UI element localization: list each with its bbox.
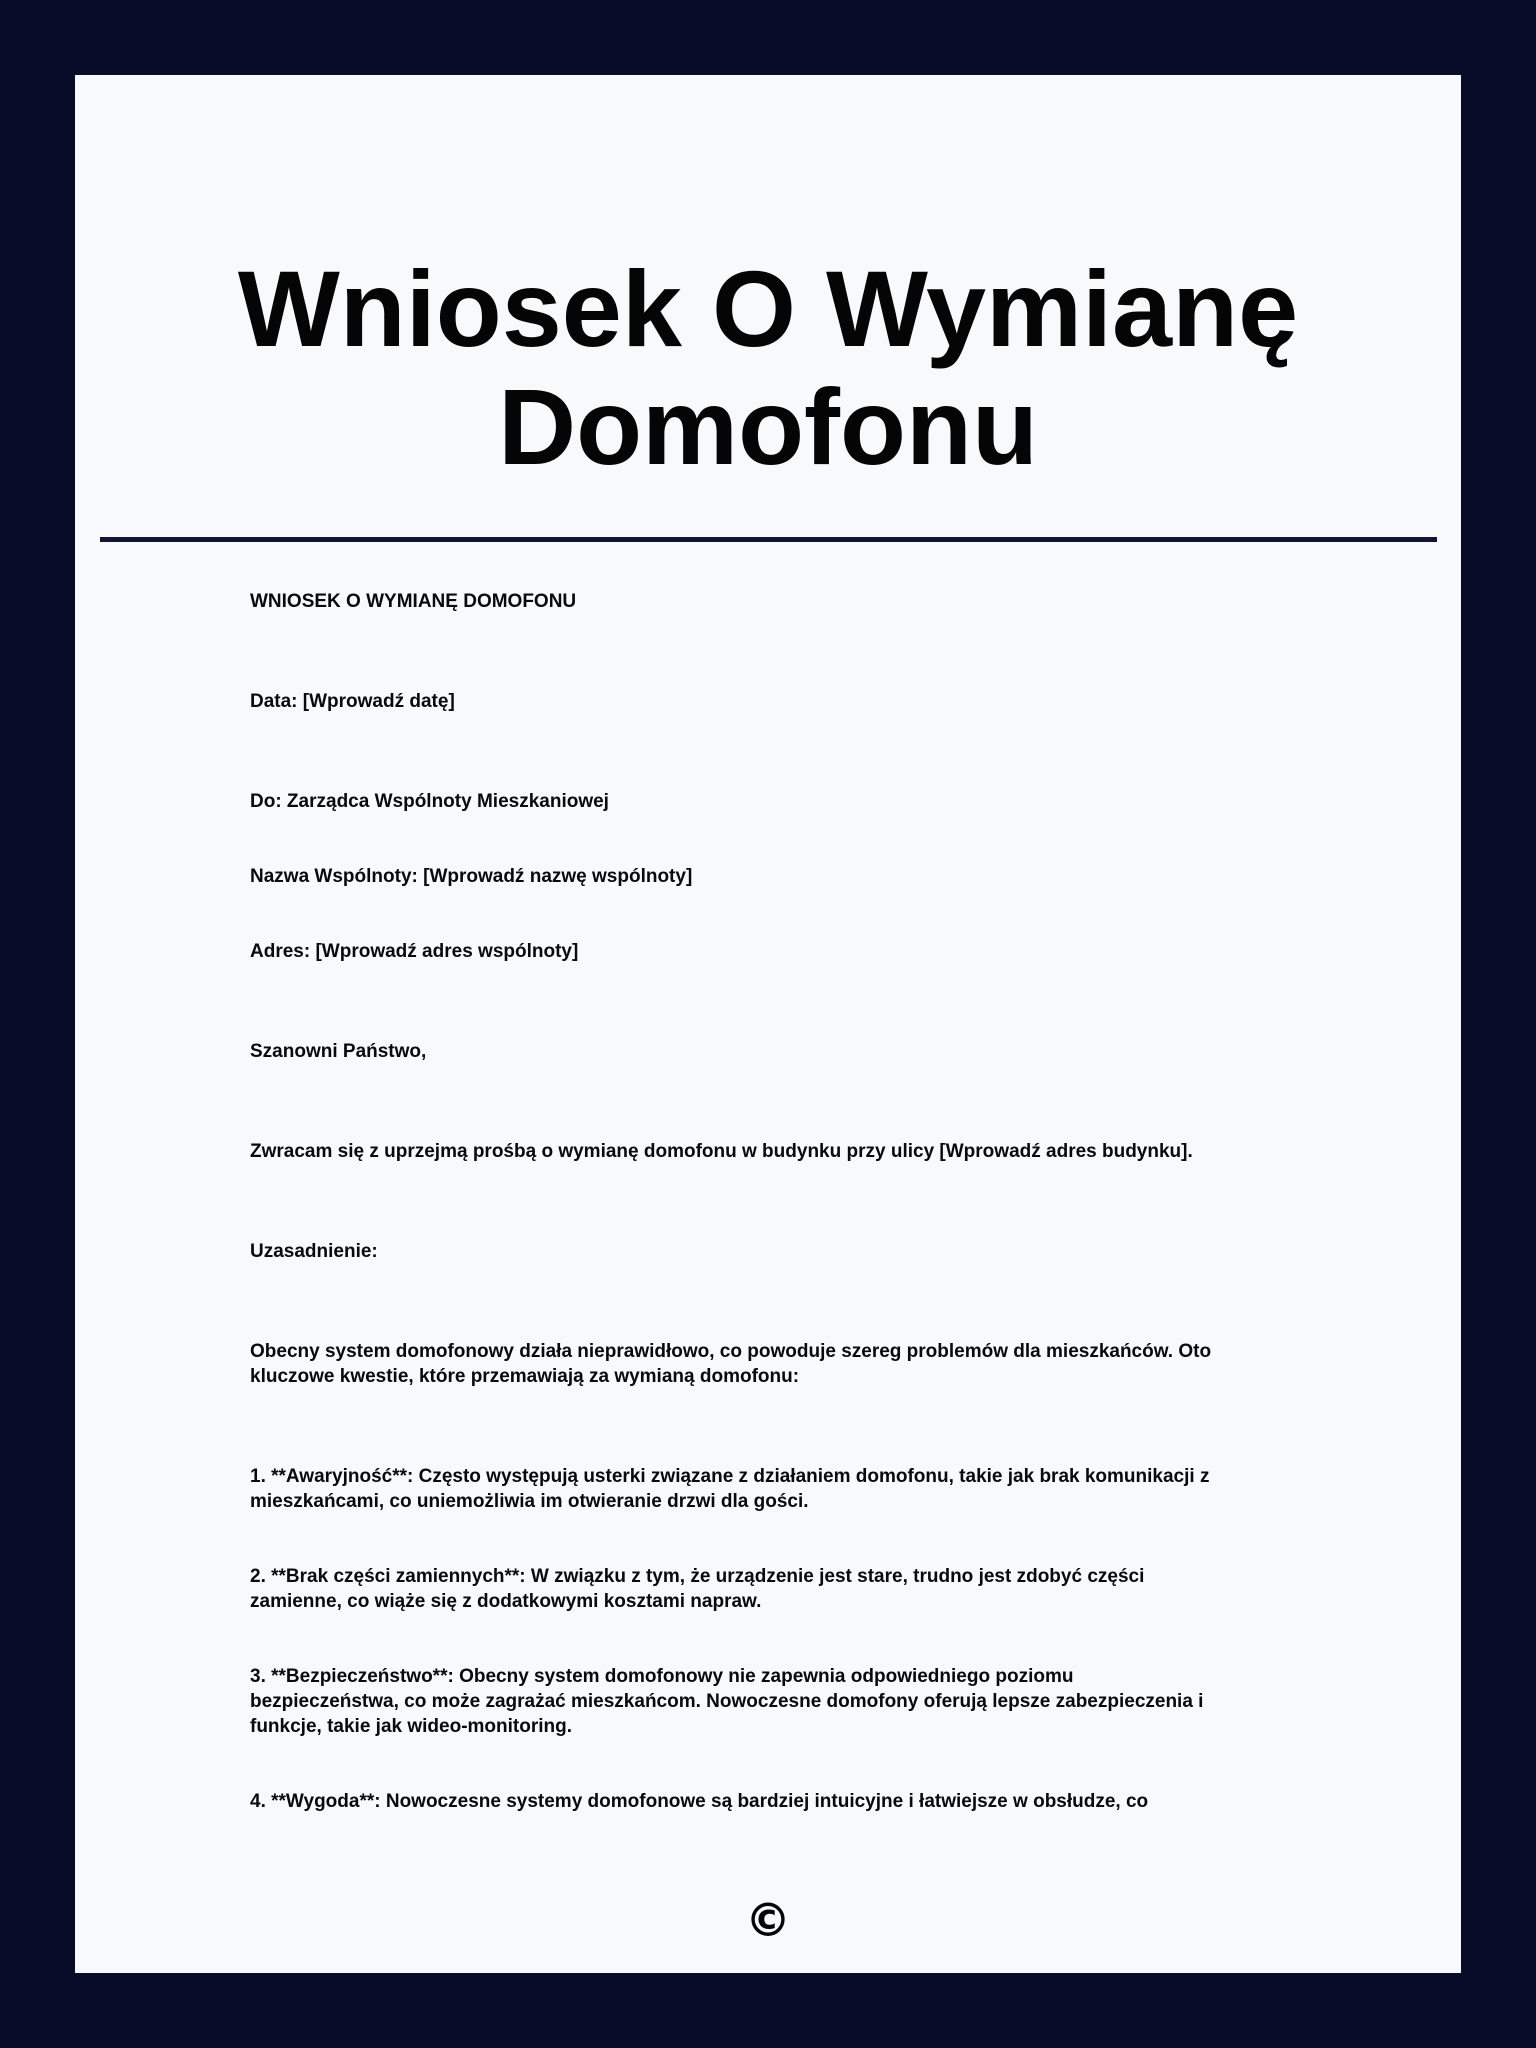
recipient-line: Do: Zarządca Wspólnoty Mieszkaniowej: [250, 791, 609, 812]
intro-line-2: kluczowe kwestie, które przemawiają za wymianą domofonu:: [250, 1366, 800, 1387]
intro-line-1: Obecny system domofonowy działa nieprawidłowo, co powoduje szereg problemów dla mieszkańców. Oto: [250, 1341, 1212, 1362]
point-1-line-1: 1. **Awaryjność**: Często występują usterki związane z działaniem domofonu, takie jak brak komunikacji z: [250, 1466, 1210, 1487]
point-3-line-2: bezpieczeństwa, co może zagrażać mieszkańcom. Nowoczesne domofony oferują lepsze zabezpieczenia i: [250, 1691, 1204, 1712]
date-line: Data: [Wprowadź datę]: [250, 691, 455, 712]
document-page: [75, 75, 1461, 1973]
request-paragraph: Zwracam się z uprzejmą prośbą o wymianę domofonu w budynku przy ulicy [Wprowadź adres budynku].: [250, 1141, 1193, 1162]
point-3-line-1: 3. **Bezpieczeństwo**: Obecny system domofonowy nie zapewnia odpowiedniego poziomu: [250, 1666, 1074, 1687]
copyright-icon: ©: [745, 1893, 791, 1947]
point-4-line-1: 4. **Wygoda**: Nowoczesne systemy domofonowe są bardziej intuicyjne i łatwiejsze w obsłudze, co: [250, 1791, 1149, 1812]
point-3-line-3: funkcje, takie jak wideo-monitoring.: [250, 1716, 572, 1737]
document-title-line-2: Domofonu: [498, 366, 1038, 487]
document-heading: WNIOSEK O WYMIANĘ DOMOFONU: [250, 591, 577, 612]
document-title-line-1: Wniosek O Wymianę: [237, 248, 1299, 369]
greeting-line: Szanowni Państwo,: [250, 1041, 427, 1062]
justification-label: Uzasadnienie:: [250, 1241, 378, 1262]
point-2-line-2: zamienne, co wiąże się z dodatkowymi kosztami napraw.: [250, 1591, 762, 1612]
document-title: [75, 250, 1461, 486]
title-divider: [100, 537, 1437, 542]
community-name-line: Nazwa Wspólnoty: [Wprowadź nazwę wspólnoty]: [250, 866, 693, 887]
point-2-line-1: 2. **Brak części zamiennych**: W związku z tym, że urządzenie jest stare, trudno jest zdobyć części: [250, 1566, 1145, 1587]
point-1-line-2: mieszkańcami, co uniemożliwia im otwieranie drzwi dla gości.: [250, 1491, 809, 1512]
address-line: Adres: [Wprowadź adres wspólnoty]: [250, 941, 579, 962]
